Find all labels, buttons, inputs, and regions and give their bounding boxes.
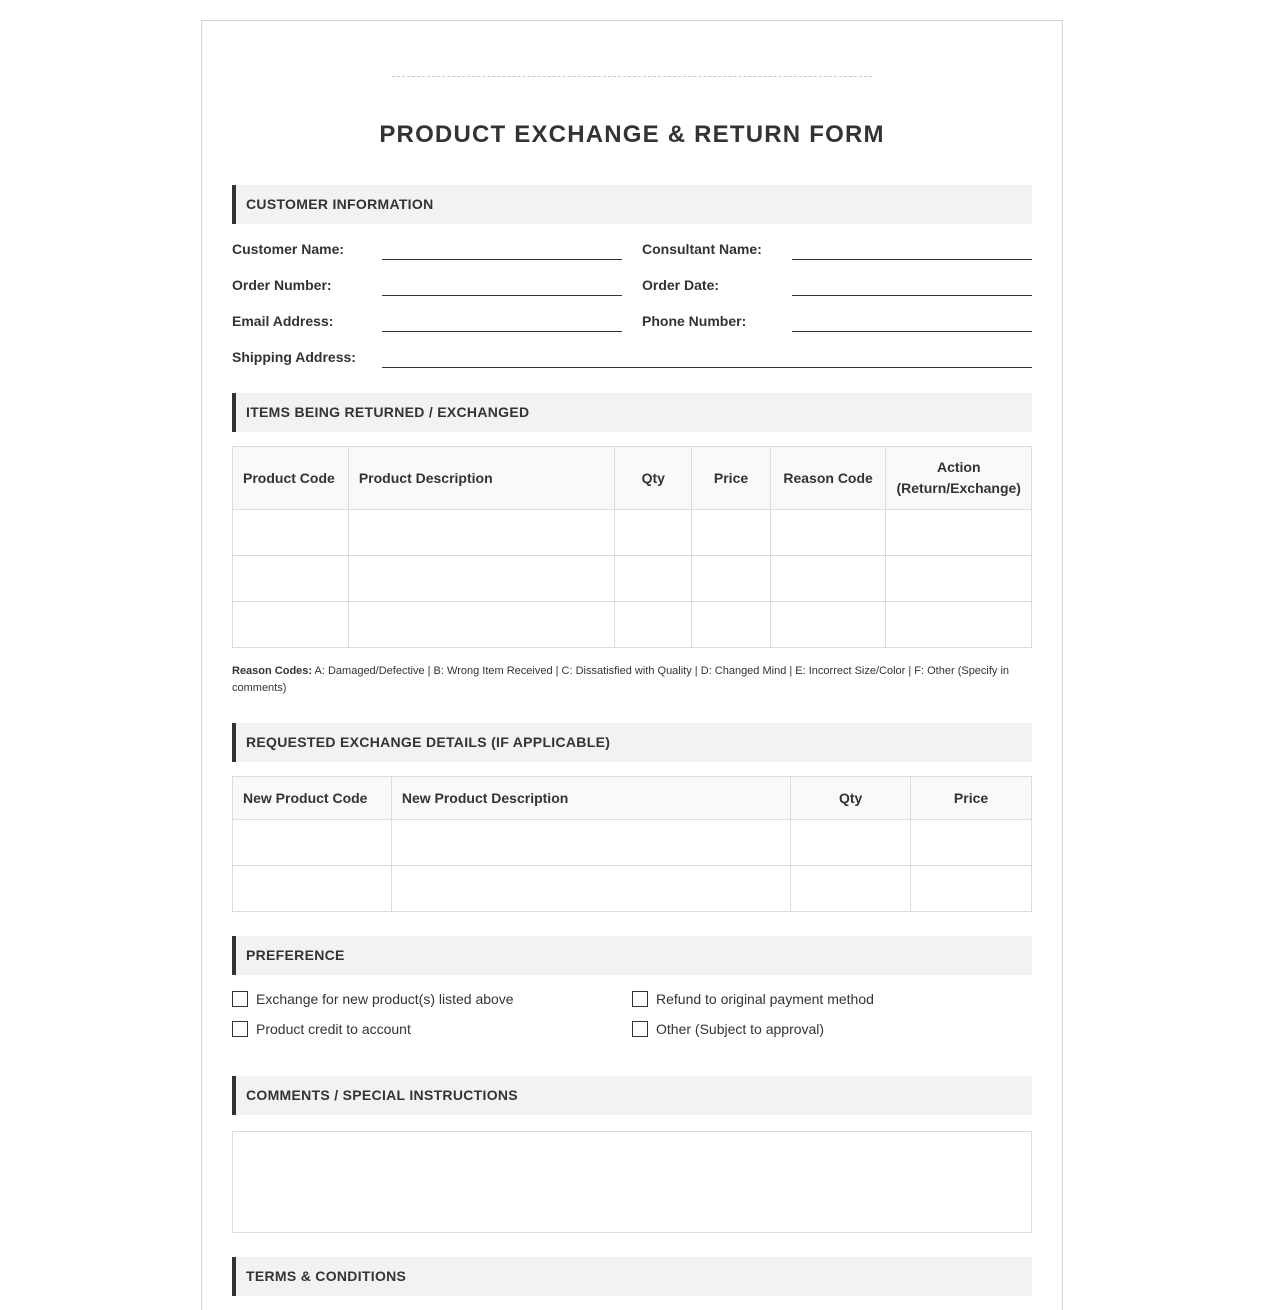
- table-cell[interactable]: [391, 820, 790, 866]
- table-cell[interactable]: [692, 510, 770, 556]
- col-new-qty: Qty: [791, 777, 911, 820]
- order-date-field[interactable]: [792, 274, 1032, 296]
- consultant-name-field[interactable]: [792, 238, 1032, 260]
- order-date-label: Order Date:: [642, 277, 720, 293]
- option-refund-label: Refund to original payment method: [656, 991, 874, 1007]
- items-table: [232, 446, 1032, 648]
- option-refund[interactable]: [632, 991, 874, 1007]
- col-price: Price: [692, 447, 770, 510]
- section-exchange-details: REQUESTED EXCHANGE DETAILS (IF APPLICABLE): [232, 723, 1032, 762]
- table-row: [233, 602, 1032, 648]
- table-cell[interactable]: [391, 866, 790, 912]
- col-action-line1: Action: [936, 459, 981, 475]
- option-credit-label: Product credit to account: [256, 1021, 411, 1037]
- section-terms: TERMS & CONDITIONS: [232, 1257, 1032, 1296]
- section-items-returned: ITEMS BEING RETURNED / EXCHANGED: [232, 393, 1032, 432]
- col-new-price: Price: [911, 777, 1032, 820]
- table-cell[interactable]: [615, 602, 692, 648]
- table-cell[interactable]: [886, 602, 1032, 648]
- exchange-table: [232, 776, 1032, 912]
- table-cell[interactable]: [348, 510, 614, 556]
- table-cell[interactable]: [233, 866, 392, 912]
- table-row: [233, 820, 1032, 866]
- table-cell[interactable]: [233, 820, 392, 866]
- col-qty: Qty: [615, 447, 692, 510]
- table-cell[interactable]: [791, 820, 911, 866]
- table-cell[interactable]: [233, 602, 349, 648]
- table-cell[interactable]: [615, 556, 692, 602]
- option-credit[interactable]: [232, 1021, 411, 1037]
- col-product-description: Product Description: [348, 447, 614, 510]
- table-cell[interactable]: [911, 866, 1032, 912]
- table-cell[interactable]: [233, 510, 349, 556]
- table-cell[interactable]: [886, 556, 1032, 602]
- table-cell[interactable]: [770, 510, 886, 556]
- form-title: PRODUCT EXCHANGE & RETURN FORM: [379, 121, 885, 148]
- checkbox-exchange[interactable]: [232, 991, 248, 1007]
- email-field[interactable]: [382, 310, 622, 332]
- option-exchange-label: Exchange for new product(s) listed above: [256, 991, 514, 1007]
- checkbox-credit[interactable]: [232, 1021, 248, 1037]
- col-new-product-code: New Product Code: [233, 777, 392, 820]
- section-comments: COMMENTS / SPECIAL INSTRUCTIONS: [232, 1076, 1032, 1115]
- section-customer-info: CUSTOMER INFORMATION: [232, 185, 1032, 224]
- order-number-field[interactable]: [382, 274, 622, 296]
- table-cell[interactable]: [615, 510, 692, 556]
- table-row: [233, 510, 1032, 556]
- option-other-label: Other (Subject to approval): [656, 1021, 825, 1037]
- comments-textarea[interactable]: [232, 1131, 1032, 1233]
- col-product-code: Product Code: [233, 447, 349, 510]
- exchange-table-header: [233, 777, 1032, 820]
- reason-codes-text: A: Damaged/Defective | B: Wrong Item Received | C: Dissatisfied with Quality | D: Changed Mind | E: Incorrect Size/Color | F: Other (Specify in comments): [232, 665, 1010, 694]
- table-cell[interactable]: [791, 866, 911, 912]
- reason-codes-label: Reason Codes:: [232, 665, 313, 677]
- table-cell[interactable]: [692, 556, 770, 602]
- table-cell[interactable]: [886, 510, 1032, 556]
- table-cell[interactable]: [770, 602, 886, 648]
- table-cell[interactable]: [233, 556, 349, 602]
- order-number-label: Order Number:: [232, 277, 332, 293]
- phone-label: Phone Number:: [642, 313, 747, 329]
- phone-field[interactable]: [792, 310, 1032, 332]
- col-action: [886, 447, 1032, 510]
- table-cell[interactable]: [911, 820, 1032, 866]
- table-cell[interactable]: [692, 602, 770, 648]
- option-other[interactable]: [632, 1021, 824, 1037]
- logo-placeholder-line: [392, 76, 872, 77]
- reason-codes-note: [232, 663, 1032, 697]
- shipping-address-field[interactable]: [382, 346, 1032, 368]
- col-new-product-description: New Product Description: [391, 777, 790, 820]
- table-cell[interactable]: [348, 556, 614, 602]
- table-row: [233, 556, 1032, 602]
- section-preference: PREFERENCE: [232, 936, 1032, 975]
- col-reason-code: Reason Code: [770, 447, 886, 510]
- table-cell[interactable]: [770, 556, 886, 602]
- table-row: [233, 866, 1032, 912]
- option-exchange[interactable]: [232, 991, 514, 1007]
- consultant-name-label: Consultant Name:: [642, 241, 762, 257]
- customer-name-field[interactable]: [382, 238, 622, 260]
- items-table-header: [233, 447, 1032, 510]
- customer-name-label: Customer Name:: [232, 241, 345, 257]
- checkbox-other[interactable]: [632, 1021, 648, 1037]
- email-label: Email Address:: [232, 313, 334, 329]
- table-cell[interactable]: [348, 602, 614, 648]
- col-action-line2: (Return/Exchange): [896, 480, 1021, 496]
- checkbox-refund[interactable]: [632, 991, 648, 1007]
- form-page: [201, 20, 1063, 1310]
- shipping-address-label: Shipping Address:: [232, 349, 356, 365]
